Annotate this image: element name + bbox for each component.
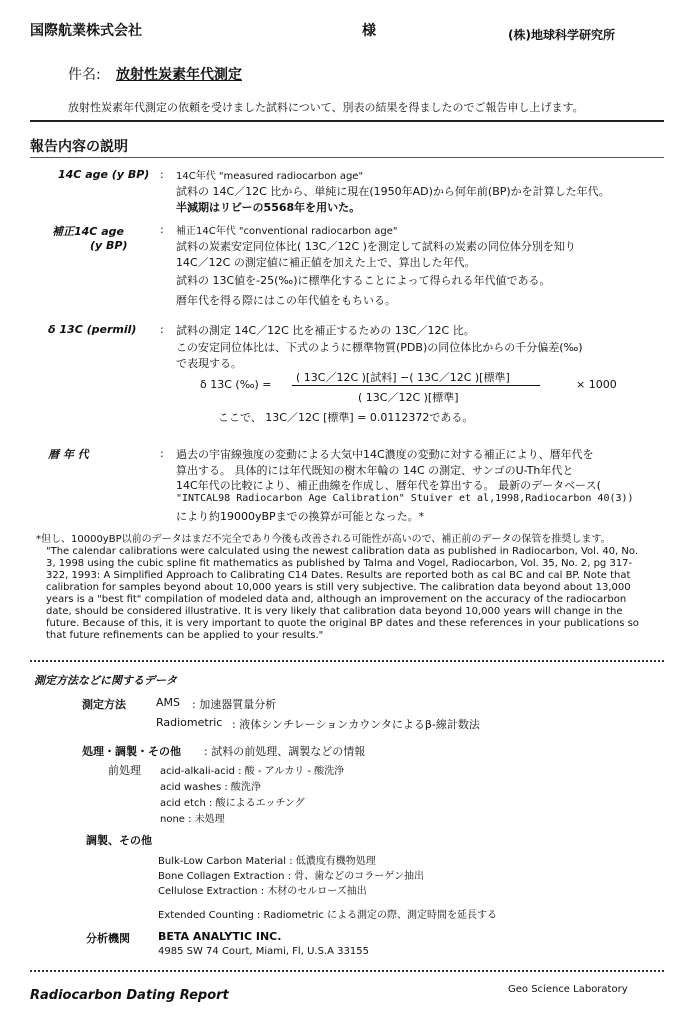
bp-line-3: 半減期はリビーの5568年を用いた。 [176,201,361,214]
intro-text: 放射性炭素年代測定の依頼を受けました試料について、別表の結果を得ましたのでご報告申し上げます。 [68,101,584,114]
footnote: *但し、10000yBP以前のデータはまだ不完全であり今後も改善される可能性が高いので、補正前のデータの保管を推奨します。 [36,534,611,545]
term-conv-2: (y BP) [90,239,128,252]
extended-counting: Extended Counting : Radiometric による測定の際、測定時間を延長する [158,910,498,921]
top-rule [30,120,664,122]
agency-address: 4985 SW 74 Court, Miami, Fl, U.S.A 33155 [158,946,369,957]
pre-item-2: acid washes : 酸洗浄 [160,782,261,793]
term-d13: δ 13C (permil) [48,323,137,336]
prep-item-1: Bulk-Low Carbon Material : 低濃度有機物処理 [158,856,376,867]
d13-line-3: で表現する。 [176,357,242,370]
formula-multiplier: × 1000 [576,378,617,391]
dotted-rule-2 [30,970,664,972]
prep-item-2: Bone Collagen Extraction : 骨、歯などのコラーゲン抽出 [158,871,425,882]
fraction-bar [292,385,540,386]
cal-line-5: により約19000yBPまでの換算が可能となった。* [176,510,425,523]
d13-line-1: 試料の測定 14C／12C 比を補正するための 13C／12C 比。 [176,324,475,337]
formula-denominator: ( 13C／12C )[標準] [358,391,459,404]
prep-label: 調製、その他 [86,834,152,847]
colon-cal: : [160,447,164,460]
term-conv-1: 補正14C age [52,225,124,238]
colon-d13: : [160,323,164,336]
honorific: 様 [362,23,376,39]
lab-name: (株)地球科学研究所 [508,28,615,42]
footer-title: Radiocarbon Dating Report [30,988,229,1003]
conv-line-3: 14C／12C の測定値に補正値を加えた上で、算出した年代。 [176,256,476,269]
treatment-value: : 試料の前処理、調製などの情報 [204,745,366,758]
cal-line-2: 算出する。 具体的には年代既知の樹木年輪の 14C の測定、サンゴのU-Th年代と [176,464,574,477]
subject-value: 放射性炭素年代測定 [116,67,242,83]
ams-value: : 加速器質量分析 [192,698,277,711]
bp-line-2: 試料の 14C／12C 比から、単純に現在(1950年AD)から何年前(BP)かを計算した年代。 [176,185,610,198]
cal-line-1: 過去の宇宙線強度の変動による大気中14C濃度の変動に対する補正により、暦年代を [176,448,594,461]
term-cal: 暦 年 代 [48,448,89,461]
cal-line-3: 14C年代の比較により、補正曲線を作成し、暦年代を算出する。 最新のデータベース( [176,479,601,492]
formula-note: ここで、 13C／12C [標準] = 0.0112372である。 [218,411,474,424]
section-title: 報告内容の説明 [30,139,128,155]
section-rule [30,157,664,158]
client-name: 国際航業株式会社 [30,23,142,39]
bp-line-1: 14C年代 "measured radiocarbon age" [176,171,364,182]
method-title: 測定方法などに関するデータ [34,674,177,687]
agency-label: 分析機関 [86,932,130,945]
conv-line-2: 試料の炭素安定同位体比( 13C／12C )を測定して試料の炭素の同位体分別を知り [176,240,576,253]
d13-line-2: この安定同位体比は、下式のように標準物質(PDB)の同位体比からの千分偏差(‰) [176,341,583,354]
footer-lab: Geo Science Laboratory [508,984,628,995]
formula-lhs: δ 13C (‰) = [200,378,272,391]
radiometric-value: : 液体シンチレーションカウンタによるβ-線計数法 [232,718,480,731]
conv-line-1: 補正14C年代 "conventional radiocarbon age" [176,226,398,237]
dotted-rule-1 [30,660,664,662]
pre-item-1: acid-alkali-acid : 酸 - アルカリ - 酸洗浄 [160,766,345,777]
pre-item-3: acid etch : 酸によるエッチング [160,798,305,809]
colon-conv: : [160,223,164,236]
cal-line-4: "INTCAL98 Radiocarbon Age Calibration" Stuiver et al,1998,Radiocarbon 40(3)) [176,493,634,504]
prep-item-3: Cellulose Extraction : 木材のセルローズ抽出 [158,886,367,897]
pre-item-4: none : 未処理 [160,814,225,825]
formula-numerator: ( 13C／12C )[試料] −( 13C／12C )[標準] [296,371,510,384]
pre-label: 前処理 [108,764,141,777]
measure-label: 測定方法 [82,698,126,711]
conv-line-5: 暦年代を得る際にはこの年代値をもちいる。 [176,294,396,307]
conv-line-4: 試料の 13C値を-25(‰)に標準化することによって得られる年代値である。 [176,274,551,287]
radiometric-label: Radiometric [156,716,223,729]
colon-bp: : [160,168,164,181]
english-quote: "The calendar calibrations were calculated using the newest calibration data as published in Radiocarbon, Vol. 40, No. 3, 1998 using the cubic spline fit mathematics as published by Talma and Vogel, Radiocarbon, Vol. 35, No. 2, pg 317-322, 1993: A Simplified Approach to Calibrating C14 Dates. Results are reported both as cal BC and cal BP. Note that calibration for samples beyond about 10,000 years is still very subjective. The calibration data beyond about 13,000 years is a "best fit" compilation of modeled data and, although an improvement on the accuracy of the radiocarbon date, should be considered illustrative. It is very likely that calibration data beyond 10,000 years will change in the future. Because of this, it is very important to quote the original BP dates and these references in your publications so that future refinements can be applied to your results." [46,546,639,641]
agency-name: BETA ANALYTIC INC. [158,930,282,943]
treatment-label: 処理・調製・その他 [82,745,181,758]
ams-label: AMS [156,696,180,709]
term-bp: 14C age (y BP) [58,168,150,181]
subject-label: 件名: [68,67,101,83]
